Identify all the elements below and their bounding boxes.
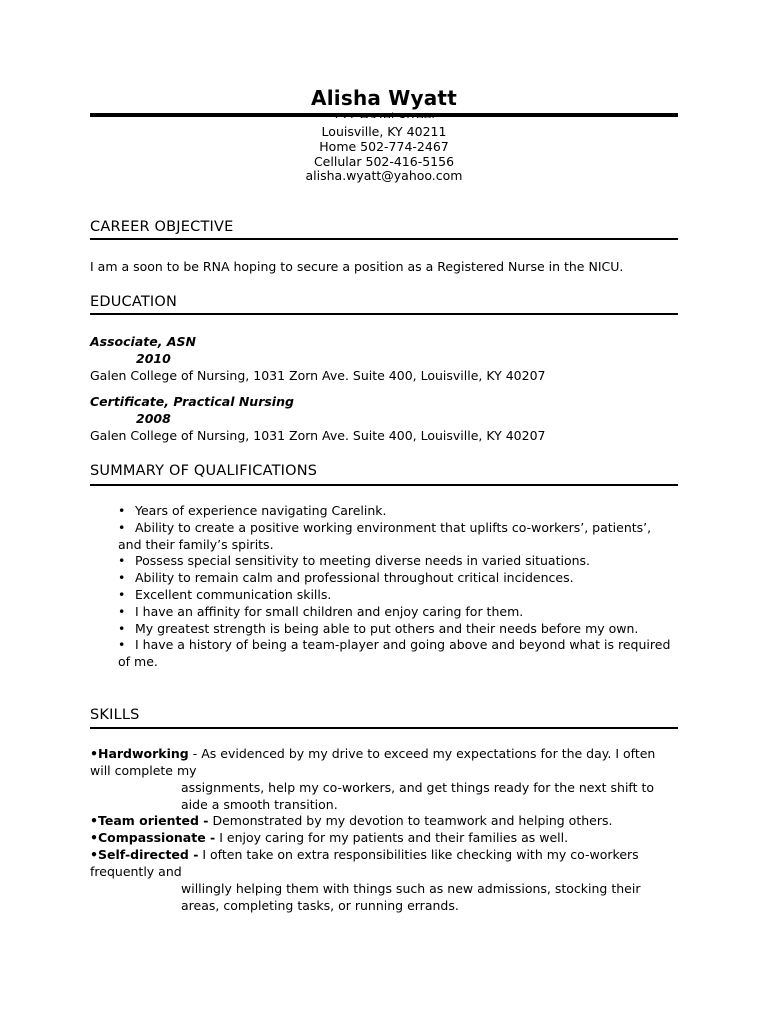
qualifications-list <box>118 503 678 671</box>
education-year: 2010 <box>136 351 171 366</box>
education-rule <box>90 313 678 315</box>
qualification-text: Years of experience navigating Carelink. <box>135 503 387 518</box>
bullet-glyph: • <box>118 503 126 518</box>
qualification-text: I have a history of being a team-player and going above and beyond what is required <box>135 637 671 653</box>
education-school: Galen College of Nursing, 1031 Zorn Ave. Suite 400, Louisville, KY 40207 <box>90 368 546 383</box>
skill-title: •Self-directed - <box>90 847 199 862</box>
bullet-glyph: • <box>118 620 126 636</box>
skill-wrap: frequently and <box>90 864 182 879</box>
skill-text: As evidenced by my drive to exceed my expectations for the day. I often <box>201 746 656 761</box>
bullet-glyph: • <box>118 519 126 535</box>
list-item <box>118 570 678 587</box>
resume-name: Alisha Wyatt <box>311 86 457 110</box>
list-item-continuation <box>118 537 678 554</box>
skill-continuation: aide a smooth transition. <box>181 797 338 812</box>
qualification-text: I have an affinity for small children and enjoy caring for them. <box>135 603 524 619</box>
qualifications-rule <box>90 484 678 486</box>
skill-title: •Hardworking <box>90 746 189 761</box>
bullet-glyph: • <box>118 586 126 602</box>
qualification-text: and their family’s spirits. <box>118 536 274 552</box>
bullet-glyph: • <box>118 553 126 569</box>
skill-title: •Team oriented - <box>90 813 209 828</box>
list-item <box>118 637 678 654</box>
qualification-text: Possess special sensitivity to meeting diverse needs in varied situations. <box>135 553 591 569</box>
skill-title: •Compassionate - <box>90 830 216 845</box>
qualification-text: Ability to create a positive working environment that uplifts co-workers’, patients’, <box>135 519 652 535</box>
career-objective-rule <box>90 238 678 240</box>
list-item <box>118 621 678 638</box>
list-item <box>118 503 678 520</box>
skill-text: I enjoy caring for my patients and their families as well. <box>219 830 569 845</box>
list-item <box>118 604 678 621</box>
list-item <box>118 520 678 537</box>
skill-continuation: assignments, help my co-workers, and get things ready for the next shift to <box>181 780 655 795</box>
list-item <box>118 587 678 604</box>
qualifications-heading: SUMMARY OF QUALIFICATIONS <box>90 463 318 479</box>
skill-separator: - <box>188 746 202 761</box>
list-item <box>118 553 678 570</box>
address-line-2: Louisville, KY 40211 <box>321 124 447 139</box>
bullet-glyph: • <box>118 637 126 653</box>
qualification-text: of me. <box>118 654 158 670</box>
skill-continuation: willingly helping them with things such as new admissions, stocking their <box>181 881 641 896</box>
skill-item <box>90 847 680 864</box>
skills-rule <box>90 727 678 729</box>
skills-heading: SKILLS <box>90 707 140 723</box>
name-divider <box>90 113 678 117</box>
skill-wrap: will complete my <box>90 763 197 778</box>
cell-phone: Cellular 502-416-5156 <box>313 154 455 169</box>
skill-item <box>90 830 680 847</box>
skill-continuation: areas, completing tasks, or running errands. <box>181 898 459 913</box>
skill-item <box>90 813 680 830</box>
skill-text: Demonstrated by my devotion to teamwork and helping others. <box>212 813 613 828</box>
education-heading: EDUCATION <box>90 294 178 310</box>
bullet-glyph: • <box>118 603 126 619</box>
qualification-text: My greatest strength is being able to put others and their needs before my own. <box>135 620 639 636</box>
education-degree: Certificate, Practical Nursing <box>90 394 294 409</box>
skill-item <box>90 746 680 763</box>
bullet-glyph: • <box>118 570 126 586</box>
qualification-text: Ability to remain calm and professional throughout critical incidences. <box>135 570 574 586</box>
home-phone: Home 502-774-2467 <box>319 139 449 154</box>
career-objective-text: I am a soon to be RNA hoping to secure a position as a Registered Nurse in the NICU. <box>90 259 624 274</box>
email: alisha.wyatt@yahoo.com <box>305 168 463 183</box>
qualification-text: Excellent communication skills. <box>135 586 332 602</box>
list-item-continuation <box>118 654 678 671</box>
skill-text: I often take on extra responsibilities like checking with my co-workers <box>202 847 639 862</box>
education-year: 2008 <box>136 411 171 426</box>
education-degree: Associate, ASN <box>90 334 196 349</box>
education-school: Galen College of Nursing, 1031 Zorn Ave. Suite 400, Louisville, KY 40207 <box>90 428 546 443</box>
career-objective-heading: CAREER OBJECTIVE <box>90 219 234 235</box>
